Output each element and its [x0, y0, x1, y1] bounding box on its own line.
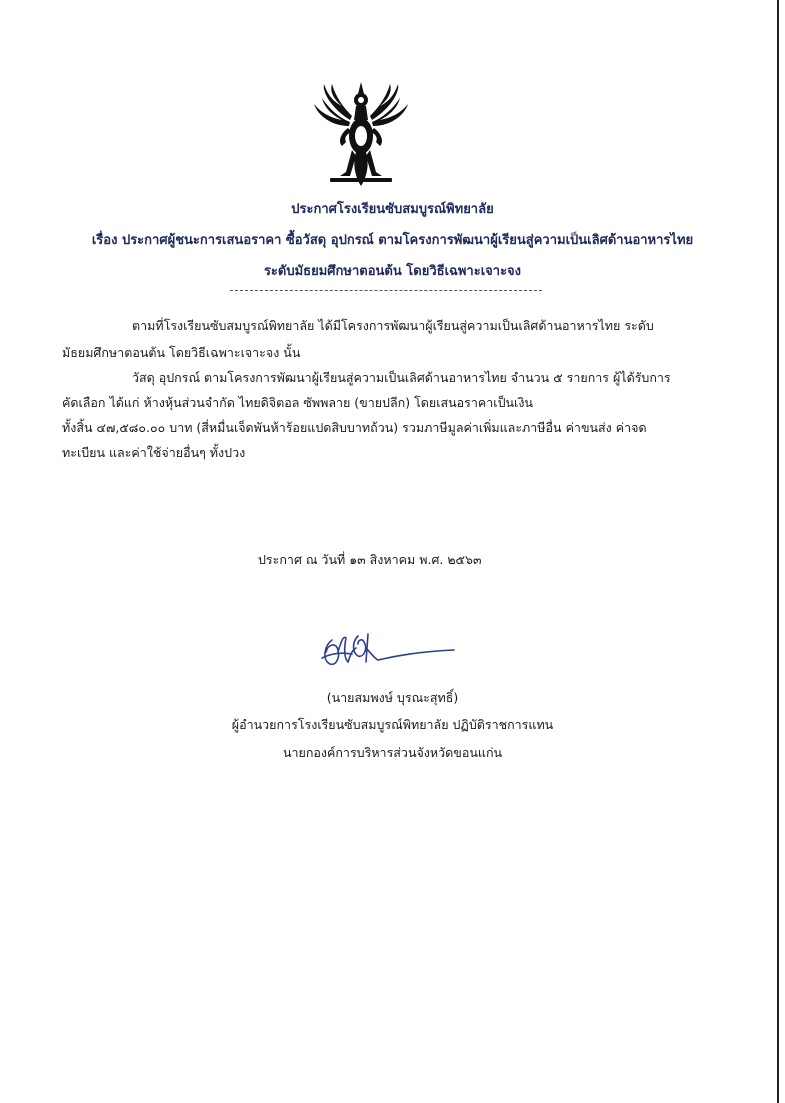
dashed-divider: [230, 290, 542, 291]
announcement-subject: เรื่อง ประกาศผู้ชนะการเสนอราคา ซื้อวัสดุ อุปกรณ์ ตามโครงการพัฒนาผู้เรียนสู่ความเป็นเลิศด้านอาหารไทย: [91, 233, 694, 248]
signatory-position: ผู้อำนวยการโรงเรียนซับสมบูรณ์พิทยาลัย ปฏิบัติราชการแทน: [231, 717, 554, 732]
paragraph1-line2: มัธยมศึกษาตอนต้น โดยวิธีเฉพาะเจาะจง นั้น: [62, 345, 301, 360]
announcement-title: ประกาศโรงเรียนซับสมบูรณ์พิทยาลัย: [291, 202, 494, 217]
paragraph2-line3: ทั้งสิ้น ๔๗,๕๘๐.๐๐ บาท (สี่หมื่นเจ็ดพันห้าร้อยแปดสิบบาทถ้วน) รวมภาษีมูลค่าเพิ่มและภาษีอื่น ค่าขนส่ง ค่าจด: [62, 420, 647, 435]
garuda-emblem-icon: [312, 80, 410, 188]
handwritten-signature: [318, 628, 458, 672]
page-edge: [777, 0, 779, 1103]
paragraph1-line1: ตามที่โรงเรียนซับสมบูรณ์พิทยาลัย ได้มีโครงการพัฒนาผู้เรียนสู่ความเป็นเลิศด้านอาหารไทย ระดับ: [132, 318, 654, 333]
paragraph2-line4: ทะเบียน และค่าใช้จ่ายอื่นๆ ทั้งปวง: [62, 445, 246, 460]
signatory-name: (นายสมพงษ์ บุรณะสุทธิ์): [326, 690, 459, 705]
announcement-date: ประกาศ ณ วันที่ ๑๓ สิงหาคม พ.ศ. ๒๕๖๓: [258, 552, 482, 567]
announcement-subject-line2: ระดับมัธยมศึกษาตอนต้น โดยวิธีเฉพาะเจาะจง: [263, 264, 522, 279]
paragraph2-line1: วัสดุ อุปกรณ์ ตามโครงการพัฒนาผู้เรียนสู่ความเป็นเลิศด้านอาหารไทย จำนวน ๕ รายการ ผู้ได้รับการ: [132, 370, 671, 385]
paragraph2-line2: คัดเลือก ได้แก่ ห้างหุ้นส่วนจำกัด ไทยดิจิตอล ซัพพลาย (ขายปลีก) โดยเสนอราคาเป็นเงิน: [62, 395, 533, 410]
signatory-acting-for: นายกองค์การบริหารส่วนจังหวัดขอนแก่น: [282, 745, 503, 760]
